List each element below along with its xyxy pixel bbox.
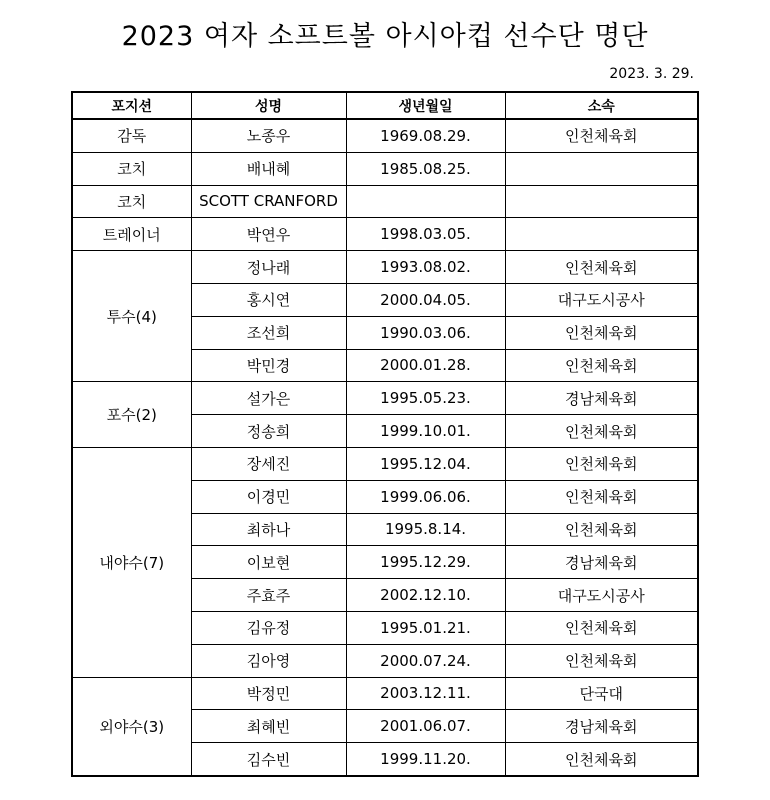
document-date: 2023. 3. 29. (609, 66, 694, 82)
header-name: 성명 (191, 92, 346, 119)
birthdate-cell: 1998.03.05. (346, 218, 505, 251)
birthdate-cell: 2003.12.11. (346, 677, 505, 710)
team-cell (505, 185, 698, 218)
team-cell: 인천체육회 (505, 644, 698, 677)
name-cell: 주효주 (191, 579, 346, 612)
header-team: 소속 (505, 92, 698, 119)
birthdate-cell: 2000.07.24. (346, 644, 505, 677)
birthdate-cell: 1995.8.14. (346, 513, 505, 546)
team-cell: 인천체육회 (505, 743, 698, 776)
birthdate-cell: 1990.03.06. (346, 316, 505, 349)
birthdate-cell: 1969.08.29. (346, 119, 505, 152)
team-cell (505, 152, 698, 185)
team-cell: 인천체육회 (505, 251, 698, 284)
team-cell: 인천체육회 (505, 611, 698, 644)
name-cell: 홍시연 (191, 283, 346, 316)
name-cell: 박민경 (191, 349, 346, 382)
document-title: 2023 여자 소프트볼 아시아컵 선수단 명단 (121, 21, 649, 52)
position-cell: 투수(4) (72, 251, 191, 382)
team-cell: 경남체육회 (505, 710, 698, 743)
position-cell: 코치 (72, 152, 191, 185)
team-cell: 경남체육회 (505, 546, 698, 579)
position-cell: 내야수(7) (72, 447, 191, 677)
roster-table (71, 91, 699, 777)
table-row (72, 119, 698, 152)
name-cell: 이보현 (191, 546, 346, 579)
birthdate-cell: 1985.08.25. (346, 152, 505, 185)
birthdate-cell: 1999.06.06. (346, 480, 505, 513)
birthdate-cell: 1999.10.01. (346, 415, 505, 448)
name-cell: 조선희 (191, 316, 346, 349)
birthdate-cell (346, 185, 505, 218)
team-cell: 단국대 (505, 677, 698, 710)
name-cell: 배내혜 (191, 152, 346, 185)
name-cell: 정나래 (191, 251, 346, 284)
name-cell: 김아영 (191, 644, 346, 677)
name-cell: 정송희 (191, 415, 346, 448)
position-cell: 포수(2) (72, 382, 191, 448)
team-cell: 인천체육회 (505, 119, 698, 152)
position-cell: 감독 (72, 119, 191, 152)
birthdate-cell: 2002.12.10. (346, 579, 505, 612)
team-cell: 인천체육회 (505, 415, 698, 448)
roster-body (72, 119, 698, 776)
team-cell: 인천체육회 (505, 349, 698, 382)
team-cell (505, 218, 698, 251)
table-row (72, 152, 698, 185)
name-cell: 최혜빈 (191, 710, 346, 743)
birthdate-cell: 2000.01.28. (346, 349, 505, 382)
name-cell: 설가은 (191, 382, 346, 415)
name-cell: 노종우 (191, 119, 346, 152)
team-cell: 경남체육회 (505, 382, 698, 415)
birthdate-cell: 1995.12.29. (346, 546, 505, 579)
header-position: 포지션 (72, 92, 191, 119)
birthdate-cell: 2001.06.07. (346, 710, 505, 743)
team-cell: 대구도시공사 (505, 283, 698, 316)
table-row (72, 677, 698, 710)
name-cell: 김유정 (191, 611, 346, 644)
name-cell: 박정민 (191, 677, 346, 710)
name-cell: 박연우 (191, 218, 346, 251)
table-row (72, 251, 698, 284)
birthdate-cell: 1995.05.23. (346, 382, 505, 415)
position-cell: 코치 (72, 185, 191, 218)
team-cell: 인천체육회 (505, 513, 698, 546)
table-row (72, 382, 698, 415)
name-cell: SCOTT CRANFORD (191, 185, 346, 218)
birthdate-cell: 2000.04.05. (346, 283, 505, 316)
table-row (72, 185, 698, 218)
name-cell: 이경민 (191, 480, 346, 513)
header-birthdate: 생년월일 (346, 92, 505, 119)
team-cell: 인천체육회 (505, 480, 698, 513)
birthdate-cell: 1993.08.02. (346, 251, 505, 284)
team-cell: 인천체육회 (505, 447, 698, 480)
name-cell: 장세진 (191, 447, 346, 480)
birthdate-cell: 1999.11.20. (346, 743, 505, 776)
table-row (72, 447, 698, 480)
birthdate-cell: 1995.12.04. (346, 447, 505, 480)
name-cell: 김수빈 (191, 743, 346, 776)
team-cell: 인천체육회 (505, 316, 698, 349)
position-cell: 외야수(3) (72, 677, 191, 776)
table-header-row (72, 92, 698, 119)
position-cell: 트레이너 (72, 218, 191, 251)
birthdate-cell: 1995.01.21. (346, 611, 505, 644)
team-cell: 대구도시공사 (505, 579, 698, 612)
name-cell: 최하나 (191, 513, 346, 546)
table-row (72, 218, 698, 251)
